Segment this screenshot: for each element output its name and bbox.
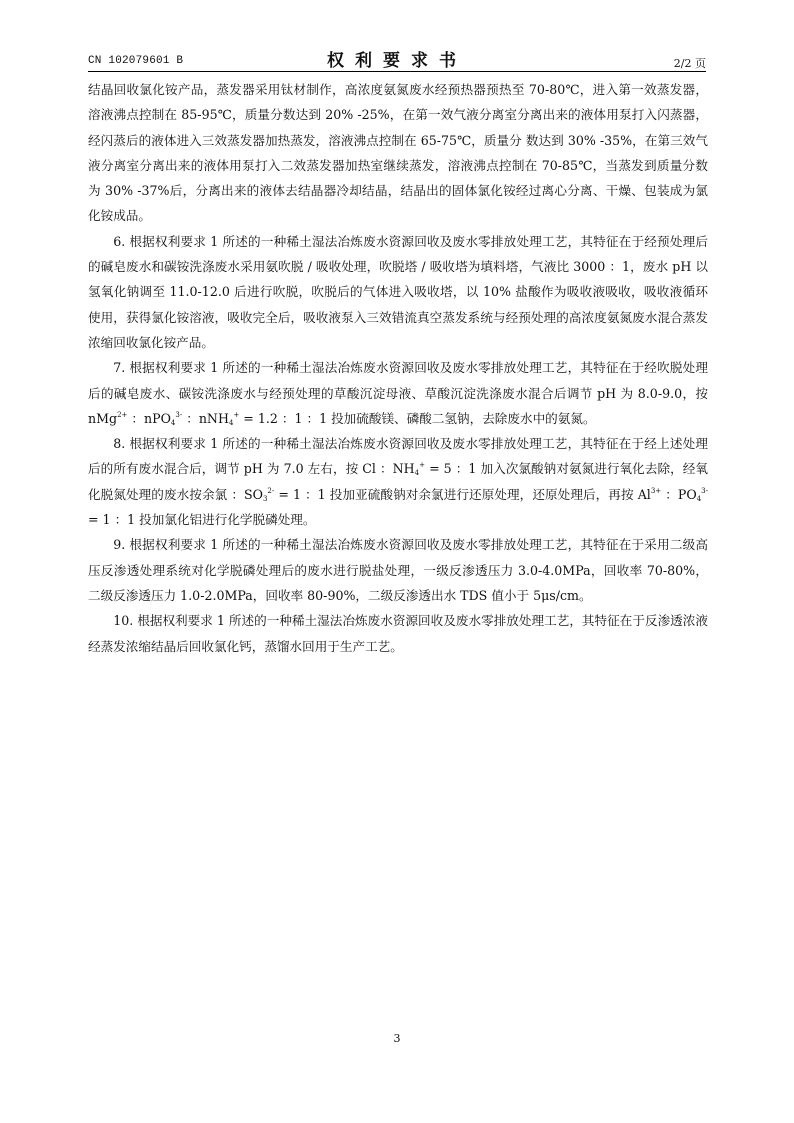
page-header: [88, 46, 706, 70]
mg-charge: 2+: [117, 410, 128, 419]
claim-7-text-a: 7. 根据权利要求 1 所述的一种稀土湿法冶炼废水资源回收及废水零排放处理工艺，其特征在于经吹脱处理后的碱皂废水、碳铵洗涤废水与经预处理的草酸沉淀母液、草酸沉淀洗涤废水混合后调节 pH 为 8.0-9.0，按 nMg: [88, 360, 708, 426]
po4-charge: 3-: [175, 410, 183, 419]
page-number: 3: [393, 1032, 401, 1045]
so3-subscript: 3: [262, 494, 268, 503]
header-rule: [88, 71, 706, 72]
claim-8-text-a: 8. 根据权利要求 1 所述的一种稀土湿法冶炼废水资源回收及废水零排放处理工艺，其特征在于经上述处理后的所有废水混合后，调节 pH 为 7.0 左右，按 Cl ：NH: [88, 436, 708, 477]
claims-body: [88, 77, 708, 659]
claim-8: [88, 431, 708, 532]
patent-number: CN 102079601 B: [88, 55, 184, 67]
claim-6: 6. 根据权利要求 1 所述的一种稀土湿法冶炼废水资源回收及废水零排放处理工艺，其特征在于经预处理后的碱皂废水和碳铵洗涤废水采用氨吹脱 / 吸收处理，吹脱塔 / 吸收塔为填料塔，气液比 3000 ：1，废水 pH 以氢氧化钠调至 11.0-12.0 后进行吹脱，吹脱后的气体进入吸收塔，以 10% 盐酸作为吸收液吸收，吸收液循环使用，获得氯化铵溶液，吸收完全后，吸收液泵入三效错流真空蒸发系统与经预处理的高浓度氨氮废水混合蒸发浓缩回收氯化铵产品。: [88, 233, 708, 350]
claim-10: 10. 根据权利要求 1 所述的一种稀土湿法冶炼废水资源回收及废水零排放处理工艺，其特征在于反渗透浓液经蒸发浓缩结晶后回收氯化钙，蒸馏水回用于生产工艺。: [88, 613, 708, 654]
claim-8-text-d: ：PO: [661, 486, 697, 502]
nh4-subscript: 4: [414, 469, 420, 478]
nh4-charge: +: [419, 461, 426, 470]
claim-5-continuation: 结晶回收氯化铵产品，蒸发器采用钛材制作，高浓度氨氮废水经预热器预热至 70-80℃，进入第一效蒸发器，溶液沸点控制在 85-95℃，质量分数达到 20% -25%，在第一效气液分离室分离出来的液体用泵打入闪蒸器，经闪蒸后的液体进入三效蒸发器加热蒸发，溶液沸点控制在 65-75℃，质量分 数达到 30% -35%，在第三效气液分离室分离出来的液体用泵打入二效蒸发器加热室继续蒸发，溶液沸点控制在 70-85℃，当蒸发到质量分数为 30% -37%后，分离出来的液体去结晶器冷却结晶，结晶出的固体氯化铵经过离心分离、干燥、包装成为氯化铵成品。: [88, 82, 708, 224]
nh4-charge: +: [233, 410, 240, 419]
page-indicator: 2/2 页: [673, 57, 706, 70]
po4-charge: 3-: [701, 486, 708, 495]
claim-7-text-c: ：nNH: [182, 410, 229, 426]
claim-9: 9. 根据权利要求 1 所述的一种稀土湿法冶炼废水资源回收及废水零排放处理工艺，其特征在于采用二级高压反渗透处理系统对化学脱磷处理后的废水进行脱盐处理，一级反渗透压力 3.0-4.0MPa，回收率 70-80%，二级反渗透压力 1.0-2.0MPa，回收率 80-90%，二级反渗透出水 TDS 值小于 5μs/cm。: [88, 537, 708, 603]
document-title: 权利要求书: [327, 51, 467, 71]
claim-7-text-d: = 1.2 ：1 ：1 投加硫酸镁、磷酸二氢钠，去除废水中的氨氮。: [239, 410, 596, 426]
claim-8-text-e: = 1 ：1 投加氯化铝进行化学脱磷处理。: [88, 512, 316, 528]
po4-subscript: 4: [170, 418, 176, 427]
po4-subscript: 4: [696, 494, 702, 503]
claim-8-text-b: = 5 ：1 加入次氯酸钠对氨氮进行氧化去除，经氧化脱氮处理的废水按余氯 ：SO: [88, 461, 709, 502]
claim-7: [88, 355, 708, 431]
claim-8-text-c: = 1 ：1 投加亚硫酸钠对余氯进行还原处理，还原处理后，再按 Al: [274, 486, 651, 502]
claim-7-text-b: ：nPO: [127, 410, 171, 426]
al-charge: 3+: [650, 486, 662, 495]
so3-charge: 2-: [267, 486, 275, 495]
nh4-subscript: 4: [228, 418, 234, 427]
